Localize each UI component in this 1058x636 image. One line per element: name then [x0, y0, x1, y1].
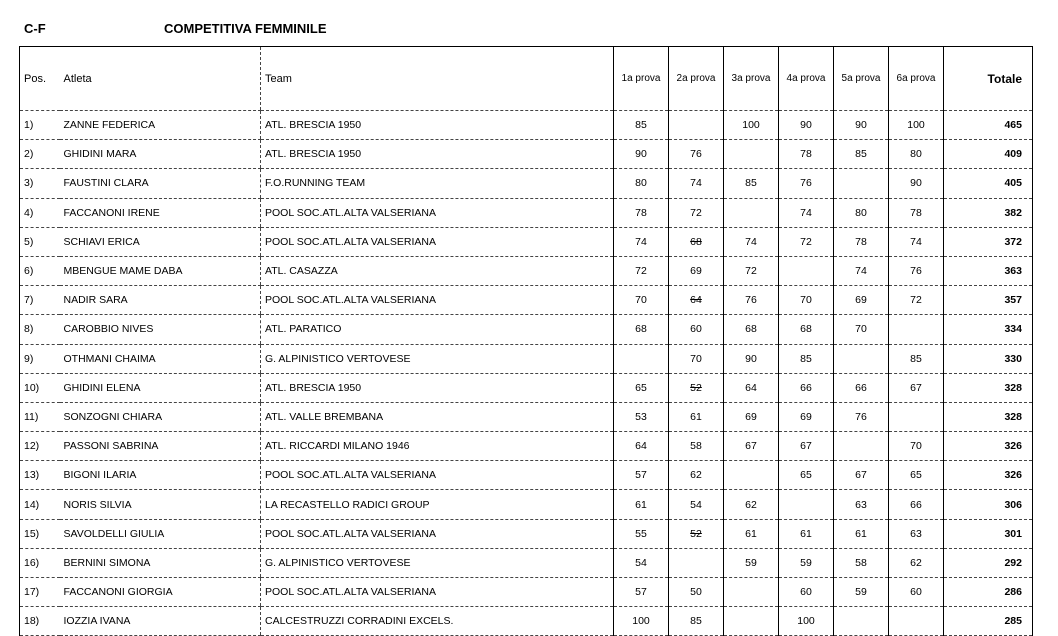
cell-p2: 74	[669, 169, 724, 198]
cell-p4: 59	[779, 548, 834, 577]
cell-p4: 70	[779, 286, 834, 315]
cell-team: ATL. PARATICO	[261, 315, 614, 344]
cell-athlete: BIGONI ILARIA	[60, 461, 261, 490]
cell-p4: 66	[779, 373, 834, 402]
cell-p4: 60	[779, 578, 834, 607]
cell-athlete: GHIDINI MARA	[60, 140, 261, 169]
cell-team: ATL. VALLE BREMBANA	[261, 402, 614, 431]
cell-p6: 74	[889, 227, 944, 256]
cell-pos: 4)	[20, 198, 60, 227]
cell-p3: 59	[724, 548, 779, 577]
cell-p6	[889, 402, 944, 431]
cell-p2: 70	[669, 344, 724, 373]
cell-p1: 85	[614, 111, 669, 140]
cell-p6: 72	[889, 286, 944, 315]
col-header-p2: 2a prova	[669, 47, 724, 111]
cell-p4: 68	[779, 315, 834, 344]
table-row	[20, 140, 1033, 169]
cell-p6	[889, 315, 944, 344]
cell-p3: 62	[724, 490, 779, 519]
cell-pos: 17)	[20, 578, 60, 607]
cell-p1: 80	[614, 169, 669, 198]
cell-p2: 50	[669, 578, 724, 607]
cell-p1: 57	[614, 461, 669, 490]
cell-athlete: PASSONI SABRINA	[60, 432, 261, 461]
cell-p5	[834, 344, 889, 373]
cell-total: 330	[944, 344, 1033, 373]
cell-athlete: NORIS SILVIA	[60, 490, 261, 519]
cell-p5: 63	[834, 490, 889, 519]
cell-pos: 6)	[20, 256, 60, 285]
cell-p1: 74	[614, 227, 669, 256]
col-header-p1: 1a prova	[614, 47, 669, 111]
cell-p5: 90	[834, 111, 889, 140]
cell-p6: 78	[889, 198, 944, 227]
table-row	[20, 344, 1033, 373]
cell-team: G. ALPINISTICO VERTOVESE	[261, 344, 614, 373]
cell-p3	[724, 607, 779, 636]
cell-p6: 90	[889, 169, 944, 198]
cell-p1: 65	[614, 373, 669, 402]
cell-p3	[724, 140, 779, 169]
cell-p6: 65	[889, 461, 944, 490]
ranking-table	[19, 46, 1033, 636]
cell-team: POOL SOC.ATL.ALTA VALSERIANA	[261, 286, 614, 315]
cell-p1: 53	[614, 402, 669, 431]
cell-pos: 2)	[20, 140, 60, 169]
cell-p2	[669, 111, 724, 140]
cell-p5: 59	[834, 578, 889, 607]
cell-p2: 60	[669, 315, 724, 344]
cell-p6: 76	[889, 256, 944, 285]
cell-p5	[834, 169, 889, 198]
cell-total: 405	[944, 169, 1033, 198]
discarded-score: 64	[690, 294, 702, 307]
cell-p5: 78	[834, 227, 889, 256]
cell-pos: 8)	[20, 315, 60, 344]
table-header-row	[20, 47, 1033, 111]
cell-p6: 60	[889, 578, 944, 607]
cell-team: POOL SOC.ATL.ALTA VALSERIANA	[261, 578, 614, 607]
cell-pos: 7)	[20, 286, 60, 315]
cell-p6	[889, 607, 944, 636]
table-row	[20, 198, 1033, 227]
cell-p1	[614, 344, 669, 373]
col-header-p5: 5a prova	[834, 47, 889, 111]
discarded-score: 52	[690, 381, 702, 394]
cell-athlete: IOZZIA IVANA	[60, 607, 261, 636]
cell-p2	[669, 519, 724, 548]
cell-team: CALCESTRUZZI CORRADINI EXCELS.	[261, 607, 614, 636]
cell-p3	[724, 461, 779, 490]
cell-total: 326	[944, 461, 1033, 490]
cell-p6: 70	[889, 432, 944, 461]
cell-athlete: SCHIAVI ERICA	[60, 227, 261, 256]
cell-p3	[724, 198, 779, 227]
cell-p5: 70	[834, 315, 889, 344]
table-row	[20, 607, 1033, 636]
table-row	[20, 286, 1033, 315]
table-row	[20, 256, 1033, 285]
cell-total: 363	[944, 256, 1033, 285]
table-row	[20, 432, 1033, 461]
cell-p1: 100	[614, 607, 669, 636]
cell-pos: 5)	[20, 227, 60, 256]
cell-p4: 78	[779, 140, 834, 169]
cell-p2	[669, 286, 724, 315]
cell-p4: 72	[779, 227, 834, 256]
cell-p5: 58	[834, 548, 889, 577]
cell-athlete: OTHMANI CHAIMA	[60, 344, 261, 373]
cell-p4	[779, 256, 834, 285]
cell-pos: 1)	[20, 111, 60, 140]
cell-athlete: FAUSTINI CLARA	[60, 169, 261, 198]
table-row	[20, 461, 1033, 490]
col-header-team: Team	[261, 47, 614, 111]
col-header-p3: 3a prova	[724, 47, 779, 111]
cell-p3: 76	[724, 286, 779, 315]
cell-pos: 10)	[20, 373, 60, 402]
cell-p3: 72	[724, 256, 779, 285]
cell-athlete: SONZOGNI CHIARA	[60, 402, 261, 431]
cell-total: 306	[944, 490, 1033, 519]
cell-p3	[724, 578, 779, 607]
cell-athlete: FACCANONI GIORGIA	[60, 578, 261, 607]
cell-pos: 3)	[20, 169, 60, 198]
cell-p2	[669, 227, 724, 256]
cell-pos: 15)	[20, 519, 60, 548]
cell-p2: 62	[669, 461, 724, 490]
cell-p3: 90	[724, 344, 779, 373]
cell-p1: 72	[614, 256, 669, 285]
cell-pos: 9)	[20, 344, 60, 373]
table-row	[20, 373, 1033, 402]
cell-total: 372	[944, 227, 1033, 256]
cell-p6: 66	[889, 490, 944, 519]
discarded-score: 68	[690, 235, 702, 248]
table-row	[20, 578, 1033, 607]
cell-athlete: NADIR SARA	[60, 286, 261, 315]
cell-p4: 65	[779, 461, 834, 490]
cell-p6: 63	[889, 519, 944, 548]
cell-p2: 76	[669, 140, 724, 169]
cell-total: 409	[944, 140, 1033, 169]
cell-total: 285	[944, 607, 1033, 636]
cell-p1: 78	[614, 198, 669, 227]
cell-p1: 70	[614, 286, 669, 315]
table-row	[20, 548, 1033, 577]
cell-p2: 85	[669, 607, 724, 636]
cell-p2: 61	[669, 402, 724, 431]
table-row	[20, 519, 1033, 548]
cell-pos: 13)	[20, 461, 60, 490]
cell-p3: 69	[724, 402, 779, 431]
cell-p1: 55	[614, 519, 669, 548]
cell-total: 465	[944, 111, 1033, 140]
col-header-total: Totale	[944, 47, 1033, 111]
cell-athlete: GHIDINI ELENA	[60, 373, 261, 402]
table-row	[20, 402, 1033, 431]
cell-athlete: ZANNE FEDERICA	[60, 111, 261, 140]
cell-p5: 74	[834, 256, 889, 285]
col-header-pos: Pos.	[20, 47, 60, 111]
cell-p3: 100	[724, 111, 779, 140]
cell-team: ATL. RICCARDI MILANO 1946	[261, 432, 614, 461]
cell-pos: 11)	[20, 402, 60, 431]
cell-p4: 61	[779, 519, 834, 548]
cell-p5	[834, 607, 889, 636]
cell-p3: 74	[724, 227, 779, 256]
cell-team: ATL. BRESCIA 1950	[261, 111, 614, 140]
cell-p4: 100	[779, 607, 834, 636]
cell-total: 326	[944, 432, 1033, 461]
cell-team: POOL SOC.ATL.ALTA VALSERIANA	[261, 198, 614, 227]
cell-p1: 64	[614, 432, 669, 461]
cell-p4: 85	[779, 344, 834, 373]
cell-p1: 90	[614, 140, 669, 169]
cell-team: LA RECASTELLO RADICI GROUP	[261, 490, 614, 519]
cell-total: 382	[944, 198, 1033, 227]
cell-team: F.O.RUNNING TEAM	[261, 169, 614, 198]
cell-p2	[669, 548, 724, 577]
cell-p2: 72	[669, 198, 724, 227]
cell-p2: 58	[669, 432, 724, 461]
cell-athlete: FACCANONI IRENE	[60, 198, 261, 227]
cell-p5: 67	[834, 461, 889, 490]
cell-pos: 16)	[20, 548, 60, 577]
cell-p4: 76	[779, 169, 834, 198]
cell-p2: 54	[669, 490, 724, 519]
cell-p3: 67	[724, 432, 779, 461]
col-header-p6: 6a prova	[889, 47, 944, 111]
table-row	[20, 169, 1033, 198]
cell-athlete: CAROBBIO NIVES	[60, 315, 261, 344]
cell-p5: 80	[834, 198, 889, 227]
cell-pos: 14)	[20, 490, 60, 519]
col-header-p4: 4a prova	[779, 47, 834, 111]
cell-p4: 69	[779, 402, 834, 431]
cell-team: POOL SOC.ATL.ALTA VALSERIANA	[261, 227, 614, 256]
cell-p1: 54	[614, 548, 669, 577]
cell-team: G. ALPINISTICO VERTOVESE	[261, 548, 614, 577]
cell-total: 301	[944, 519, 1033, 548]
cell-team: ATL. CASAZZA	[261, 256, 614, 285]
cell-pos: 18)	[20, 607, 60, 636]
cell-p4	[779, 490, 834, 519]
cell-p1: 68	[614, 315, 669, 344]
cell-athlete: BERNINI SIMONA	[60, 548, 261, 577]
table-row	[20, 315, 1033, 344]
cell-total: 286	[944, 578, 1033, 607]
cell-athlete: SAVOLDELLI GIULIA	[60, 519, 261, 548]
cell-team: ATL. BRESCIA 1950	[261, 140, 614, 169]
cell-p3: 68	[724, 315, 779, 344]
cell-p5: 66	[834, 373, 889, 402]
category-code: C-F	[24, 21, 46, 36]
cell-team: POOL SOC.ATL.ALTA VALSERIANA	[261, 519, 614, 548]
cell-p6: 85	[889, 344, 944, 373]
cell-total: 328	[944, 402, 1033, 431]
cell-p5	[834, 432, 889, 461]
cell-p2	[669, 373, 724, 402]
table-row	[20, 227, 1033, 256]
cell-p6: 67	[889, 373, 944, 402]
cell-total: 328	[944, 373, 1033, 402]
cell-p6: 80	[889, 140, 944, 169]
cell-p4: 67	[779, 432, 834, 461]
cell-p6: 62	[889, 548, 944, 577]
cell-p4: 90	[779, 111, 834, 140]
cell-p2: 69	[669, 256, 724, 285]
cell-total: 334	[944, 315, 1033, 344]
cell-p6: 100	[889, 111, 944, 140]
cell-p3: 61	[724, 519, 779, 548]
table-row	[20, 111, 1033, 140]
cell-p5: 85	[834, 140, 889, 169]
cell-p3: 85	[724, 169, 779, 198]
cell-p5: 69	[834, 286, 889, 315]
cell-p5: 61	[834, 519, 889, 548]
discarded-score: 52	[690, 527, 702, 540]
cell-total: 292	[944, 548, 1033, 577]
table-row	[20, 490, 1033, 519]
cell-total: 357	[944, 286, 1033, 315]
cell-team: POOL SOC.ATL.ALTA VALSERIANA	[261, 461, 614, 490]
cell-p5: 76	[834, 402, 889, 431]
cell-athlete: MBENGUE MAME DABA	[60, 256, 261, 285]
cell-p1: 61	[614, 490, 669, 519]
cell-team: ATL. BRESCIA 1950	[261, 373, 614, 402]
cell-p1: 57	[614, 578, 669, 607]
cell-p3: 64	[724, 373, 779, 402]
cell-pos: 12)	[20, 432, 60, 461]
cell-p4: 74	[779, 198, 834, 227]
page-title: COMPETITIVA FEMMINILE	[164, 21, 327, 36]
col-header-athlete: Atleta	[60, 47, 261, 111]
